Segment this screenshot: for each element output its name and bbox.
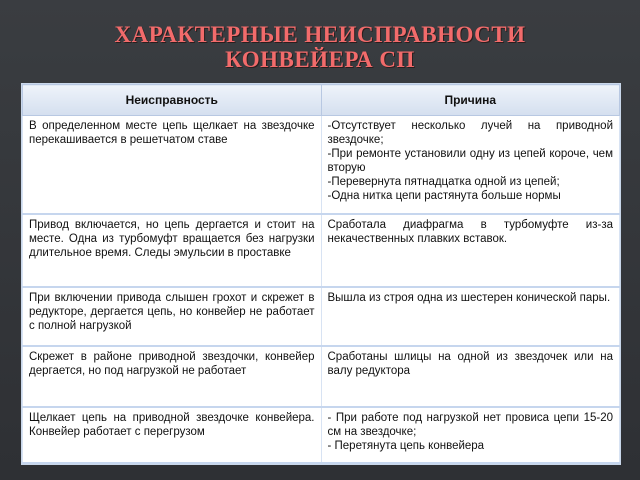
cause-line: Вышла из строя одна из шестерен конической пары.	[327, 292, 611, 305]
fault-text: Щелкает цепь на приводной звездочке конвейера. Конвейер работает с перегрузом	[29, 411, 315, 438]
header-fault: Неисправность	[23, 85, 322, 116]
fault-cell	[23, 116, 322, 214]
cause-line: - При работе под нагрузкой нет провиса цепи 15-20 см на звездочке;	[327, 411, 613, 438]
table-header-row	[23, 85, 620, 116]
cause-cell	[321, 407, 620, 463]
cause-line: -Перевернута пятнадцатка одной из цепей;	[327, 176, 560, 188]
cause-cell	[321, 287, 620, 346]
table-row	[23, 116, 620, 214]
cause-line: Сработаны шлицы на одной из звездочек или на валу редуктора	[327, 350, 613, 377]
slide-title-line-2: КОНВЕЙЕРА СП	[225, 47, 415, 72]
fault-cell	[23, 407, 322, 463]
faults-table-container	[22, 84, 620, 464]
cause-line: -При ремонте установили одну из цепей короче, чем вторую	[327, 148, 613, 174]
fault-text: Скрежет в районе приводной звездочки, конвейер дергается, но под нагрузкой не работает	[29, 350, 315, 377]
fault-text: При включении привода слышен грохот и скрежет в редукторе, дергается цепь, но конвейер не работает с полной нагрузкой	[29, 292, 315, 333]
cause-line: -Отсутствует несколько лучей на приводной звездочке;	[327, 120, 613, 146]
table-row	[23, 346, 620, 407]
slide-title	[0, 22, 640, 72]
cause-line: Сработала диафрагма в турбомуфте из-за некачественных плавких вставок.	[327, 218, 613, 245]
table-row	[23, 407, 620, 463]
cause-cell	[321, 214, 620, 287]
fault-text: В определенном месте цепь щелкает на звездочке перекашивается в решетчатом ставе	[29, 120, 315, 146]
table-row	[23, 287, 620, 346]
faults-table	[22, 84, 620, 464]
fault-cell	[23, 214, 322, 287]
fault-cell	[23, 287, 322, 346]
fault-cell	[23, 346, 322, 407]
header-cause: Причина	[321, 85, 620, 116]
cause-line: - Перетянута цепь конвейера	[327, 439, 485, 452]
cause-cell	[321, 116, 620, 214]
cause-cell	[321, 346, 620, 407]
table-row	[23, 214, 620, 287]
cause-line: -Одна нитка цепи растянута больше нормы	[327, 190, 561, 202]
fault-text: Привод включается, но цепь дергается и стоит на месте. Одна из турбомуфт вращается без нагрузки длительное время. Следы эмульсии в проставке	[29, 218, 315, 259]
slide-title-line-1: ХАРАКТЕРНЫЕ НЕИСПРАВНОСТИ	[114, 22, 526, 47]
